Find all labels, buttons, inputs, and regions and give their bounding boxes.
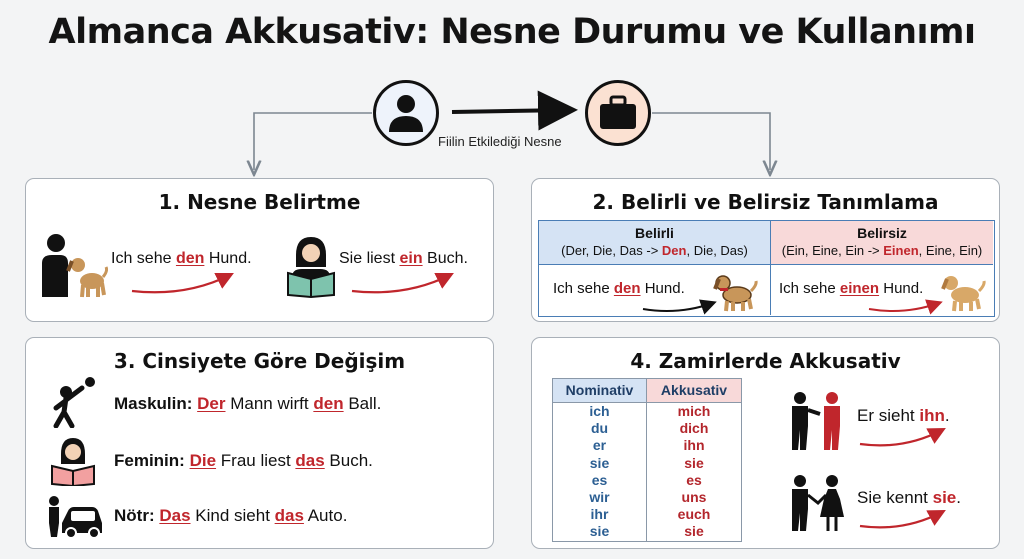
red-arrow xyxy=(854,504,954,534)
pronoun-cell: wir xyxy=(589,488,610,505)
panel-title: 1. Nesne Belirtme xyxy=(158,190,361,214)
person-with-dog-icon xyxy=(36,231,108,303)
pronoun-cell: es xyxy=(591,471,608,488)
indefinite-header-label: Belirsiz xyxy=(857,225,907,241)
example-sentence-1: Ich sehe den Hund. xyxy=(111,250,252,267)
black-arrow xyxy=(639,295,721,315)
nominativ-header: Nominativ xyxy=(553,379,646,403)
definite-header-label: Belirli xyxy=(635,225,674,241)
couple-icon xyxy=(786,473,848,533)
woman-reading-icon xyxy=(48,434,98,486)
dog-icon xyxy=(711,269,763,313)
akkusativ-header: Akkusativ xyxy=(647,379,741,403)
definite-header xyxy=(539,221,771,265)
definite-example: Ich sehe den Hund. xyxy=(553,280,685,297)
definite-example-cell xyxy=(539,265,771,315)
two-men-icon xyxy=(786,390,848,452)
indefinite-header xyxy=(771,221,993,265)
panel-object-marking xyxy=(25,178,494,322)
object-arrow xyxy=(452,110,570,112)
panel-pronouns xyxy=(531,337,1000,549)
pronoun-cell: ihn xyxy=(683,437,705,454)
pronoun-cell: ich xyxy=(589,403,610,419)
maskulin-sentence: Maskulin: Der Mann wirft den Ball. xyxy=(114,394,382,413)
red-arrow xyxy=(126,267,246,297)
pronoun-cell: ihr xyxy=(590,506,609,523)
pronoun-cell: euch xyxy=(677,506,711,523)
pronoun-cell: sie xyxy=(684,454,704,471)
briefcase-icon xyxy=(585,80,651,146)
right-connector xyxy=(652,113,770,170)
pronoun-cell: er xyxy=(592,437,607,454)
panel-title: 4. Zamirlerde Akkusativ xyxy=(630,349,901,373)
left-connector xyxy=(254,113,372,170)
red-arrow xyxy=(865,295,947,315)
panel-title: 3. Cinsiyete Göre Değişim xyxy=(113,349,406,373)
man-throwing-ball-icon xyxy=(48,376,98,428)
panel-title: 2. Belirli ve Belirsiz Tanımlama xyxy=(592,190,939,214)
top-caption: Fiilin Etkilediği Nesne xyxy=(438,134,562,149)
panel-gender-change xyxy=(25,337,494,549)
pronoun-cell: sie xyxy=(589,454,610,471)
person-icon xyxy=(373,80,439,146)
indefinite-example: Ich sehe einen Hund. xyxy=(779,280,924,297)
feminin-sentence: Feminin: Die Frau liest das Buch. xyxy=(114,451,373,470)
pronoun-cell: du xyxy=(590,420,609,437)
pronoun-cell: mich xyxy=(677,403,711,419)
indefinite-example-cell xyxy=(771,265,993,315)
red-arrow xyxy=(346,267,466,297)
pronoun-example-1: Er sieht ihn. xyxy=(857,406,950,425)
pronoun-cell: sie xyxy=(684,523,704,540)
child-with-car-icon xyxy=(44,493,104,539)
pronoun-cell: dich xyxy=(679,420,709,437)
page-title: Almanca Akkusativ: Nesne Durumu ve Kullanımı xyxy=(48,12,976,52)
panel-definite-indefinite xyxy=(531,178,1000,322)
pronoun-cell: sie xyxy=(589,523,610,540)
woman-reading-icon xyxy=(284,233,338,299)
article-table xyxy=(538,220,995,317)
pronoun-example-2: Sie kennt sie. xyxy=(857,488,961,507)
indefinite-forms: (Ein, Eine, Ein -> Einen, Eine, Ein) xyxy=(781,243,983,258)
red-arrow xyxy=(854,422,954,452)
pronoun-table xyxy=(552,378,742,542)
dog-icon xyxy=(939,269,989,313)
definite-forms: (Der, Die, Das -> Den, Die, Das) xyxy=(561,243,748,258)
pronoun-cell: es xyxy=(686,471,702,488)
example-sentence-2: Sie liest ein Buch. xyxy=(339,250,468,267)
pronoun-cell: uns xyxy=(681,488,707,505)
notr-sentence: Nötr: Das Kind sieht das Auto. xyxy=(114,506,348,525)
nominativ-column xyxy=(553,379,647,541)
akkusativ-column xyxy=(647,379,741,541)
